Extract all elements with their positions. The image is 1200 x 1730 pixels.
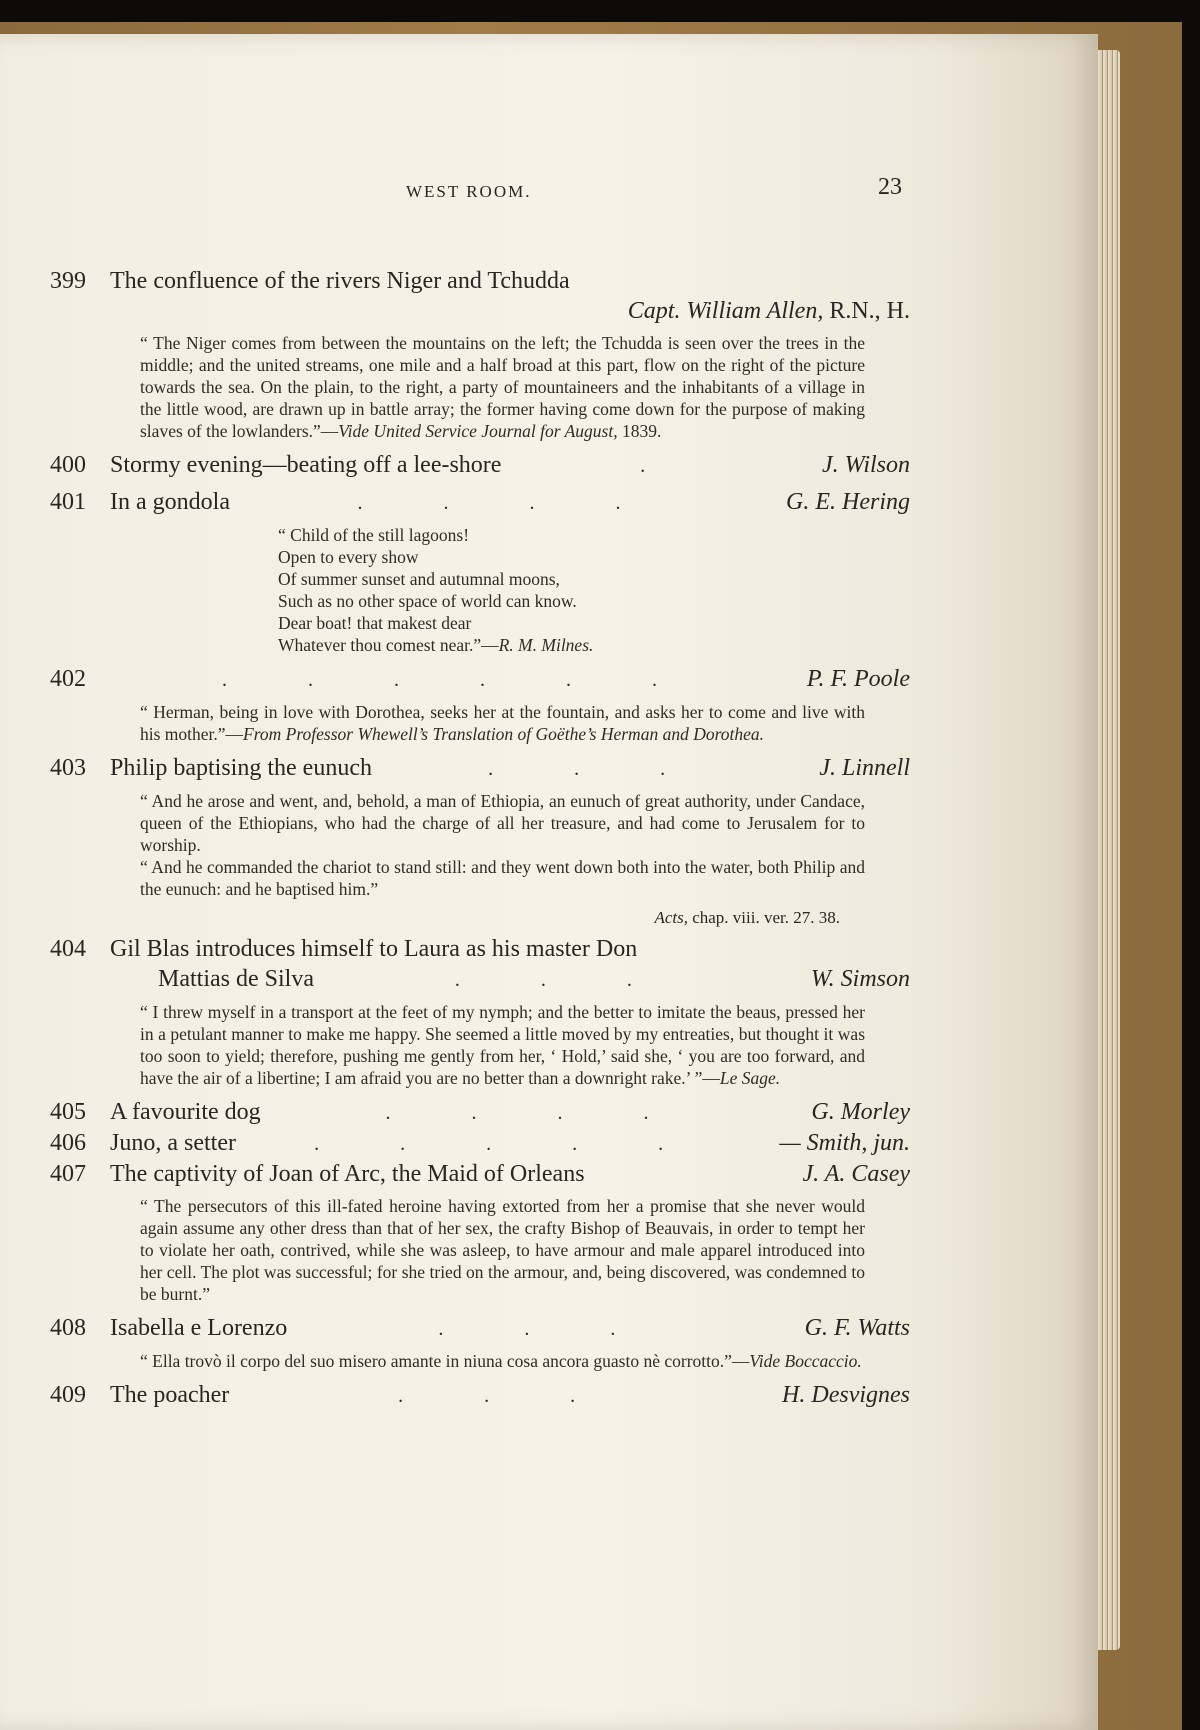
entry-artist-suffix: R.N., H.: [823, 298, 910, 324]
catalogue-entries: [50, 266, 910, 1417]
entry-quote: [140, 1001, 865, 1089]
page-number: 23: [878, 174, 902, 200]
reference-verse: chap. viii. ver. 27. 38.: [687, 908, 840, 927]
entry-number: 402: [50, 666, 86, 692]
entry-408: [50, 1313, 910, 1372]
quote-text: “ Ella trovò il corpo del suo misero amante in niuna cosa ancora guasto nè corrotto.”—: [140, 1351, 750, 1371]
quote-source: From Professor Whewell’s Translation of Goëthe’s Herman and Dorothea.: [243, 724, 764, 744]
entry-artist: J. Linnell: [819, 755, 910, 781]
entry-number: 399: [50, 268, 86, 294]
quote-text: “ And he arose and went, and, behold, a man of Ethiopia, an eunuch of great authority, under Candace, queen of the Ethiopians, who had the charge of all her treasure, and had come to Jerusalem for to worship.: [140, 791, 865, 855]
entry-title: In a gondola: [110, 489, 230, 515]
quote-text-2: “ And he commanded the chariot to stand still: and they went down both into the water, both Philip and the eunuch: and he baptised him.”: [140, 857, 865, 899]
entry-number: 408: [50, 1315, 86, 1341]
leader-dots: . . .: [488, 758, 704, 780]
entry-399: [50, 266, 910, 442]
entry-title: Philip baptising the eunuch: [110, 755, 372, 781]
verse-source: R. M. Milnes.: [498, 635, 594, 655]
entry-400: [50, 450, 910, 481]
entry-402: [50, 664, 910, 745]
entry-verse: [278, 524, 1003, 656]
entry-title: A favourite dog: [110, 1099, 261, 1125]
entry-title-continued: Mattias de Silva: [158, 966, 314, 992]
verse-line: “ Child of the still lagoons!: [278, 525, 470, 545]
entry-quote: [140, 790, 865, 900]
entry-artist: — Smith, jun.: [779, 1130, 910, 1156]
verse-line: Open to every show: [278, 547, 419, 567]
leader-dots: . . . . . .: [221, 669, 695, 691]
entry-number: 405: [50, 1099, 86, 1125]
entry-title: Isabella e Lorenzo: [110, 1315, 288, 1341]
quote-source: Vide Boccaccio.: [749, 1351, 862, 1371]
catalogue-page: [0, 34, 1098, 1730]
verse-line: Dear boat! that makest dear: [278, 613, 472, 633]
entry-number: 406: [50, 1130, 86, 1156]
quote-text: “ I threw myself in a transport at the feet of my nymph; and the better to imitate the beaus, pressed her in a petulant manner to make me happy. She seemed a little moved by my entreaties, but thought it was too soon to yield; therefore, pushing me gently from her, ‘ Hold,’ said she, ‘ you are too forward, and have the air of a libertine; I am afraid you are no better than a downright rake.’ ”—: [140, 1002, 865, 1088]
entry-artist: Capt. William Allen,: [627, 298, 824, 324]
entry-number: 403: [50, 755, 86, 781]
quote-tail: 1839.: [617, 421, 662, 441]
verse-line: Whatever thou comest near.”—: [278, 635, 499, 655]
entry-405: [50, 1097, 910, 1128]
entry-artist: G. E. Hering: [786, 489, 910, 515]
entry-403: [50, 753, 910, 928]
entry-quote: [140, 1195, 865, 1305]
entry-artist: J. A. Casey: [802, 1161, 910, 1187]
entry-artist: J. Wilson: [822, 452, 910, 478]
entry-406: [50, 1128, 910, 1159]
verse-line: Of summer sunset and autumnal moons,: [278, 569, 560, 589]
entry-title: Juno, a setter: [110, 1130, 236, 1156]
entry-number: 409: [50, 1382, 86, 1408]
entry-number: 400: [50, 452, 86, 478]
verse-line: Such as no other space of world can know.: [278, 591, 577, 611]
entry-quote: [140, 332, 865, 442]
entry-title: The confluence of the rivers Niger and Tchudda: [110, 268, 570, 294]
entry-title: Gil Blas introduces himself to Laura as his master Don: [110, 936, 638, 962]
entry-artist: G. Morley: [811, 1099, 910, 1125]
leader-dots: .: [640, 455, 684, 477]
entry-407: [50, 1159, 910, 1305]
entry-quote: [140, 1350, 865, 1372]
leader-dots: . . . . .: [314, 1133, 702, 1155]
entry-quote: [140, 701, 865, 745]
entry-title: The captivity of Joan of Arc, the Maid of Orleans: [110, 1161, 585, 1187]
quote-source: Le Sage.: [719, 1068, 781, 1088]
entry-title: The poacher: [110, 1382, 230, 1408]
scripture-reference: [50, 908, 910, 928]
entry-artist: P. F. Poole: [806, 666, 910, 692]
entry-number: 407: [50, 1161, 86, 1187]
leader-dots: . . .: [438, 1318, 654, 1340]
entry-number: 401: [50, 489, 86, 515]
quote-source: Vide United Service Journal for August,: [338, 421, 618, 441]
running-head: WEST ROOM.: [406, 182, 532, 201]
quote-text: “ Herman, being in love with Dorothea, seeks her at the fountain, and asks her to come and live with his mother.”—: [140, 702, 865, 744]
quote-text: “ The persecutors of this ill-fated heroine having extorted from her a promise that she never would again assume any other dress than that of her sex, the crafty Bishop of Beauvais, in order to tempt her to violate her oath, contrived, while she was asleep, to have armour and male apparel introduced into her cell. The plot was successful; for she tried on the armour, and, being discovered, was condemned to be burnt.”: [140, 1196, 865, 1304]
entry-artist: H. Desvignes: [782, 1382, 910, 1408]
leader-dots: . . .: [398, 1385, 614, 1407]
entry-artist: W. Simson: [810, 966, 910, 992]
reference-book: Acts,: [654, 908, 688, 927]
leader-dots: . . . .: [385, 1102, 687, 1124]
entry-title: Stormy evening—beating off a lee-shore: [110, 452, 502, 478]
entry-number: 404: [50, 936, 86, 962]
entry-409: [50, 1380, 910, 1411]
leader-dots: . . .: [454, 969, 670, 991]
entry-artist: G. F. Watts: [804, 1315, 910, 1341]
quote-text: “ The Niger comes from between the mountains on the left; the Tchudda is seen over the trees in the middle; and the united streams, one mile and a half broad at this part, flow on the right of the picture towards the sea. On the plain, to the right, a party of mountaineers and the inhabitants of a village in the little wood, are drawn up in battle array; the former having come down for the purpose of making slaves of the lowlanders.”—: [140, 333, 865, 441]
entry-404: [50, 934, 910, 1089]
leader-dots: . . . .: [357, 492, 659, 514]
entry-401: [50, 487, 910, 656]
